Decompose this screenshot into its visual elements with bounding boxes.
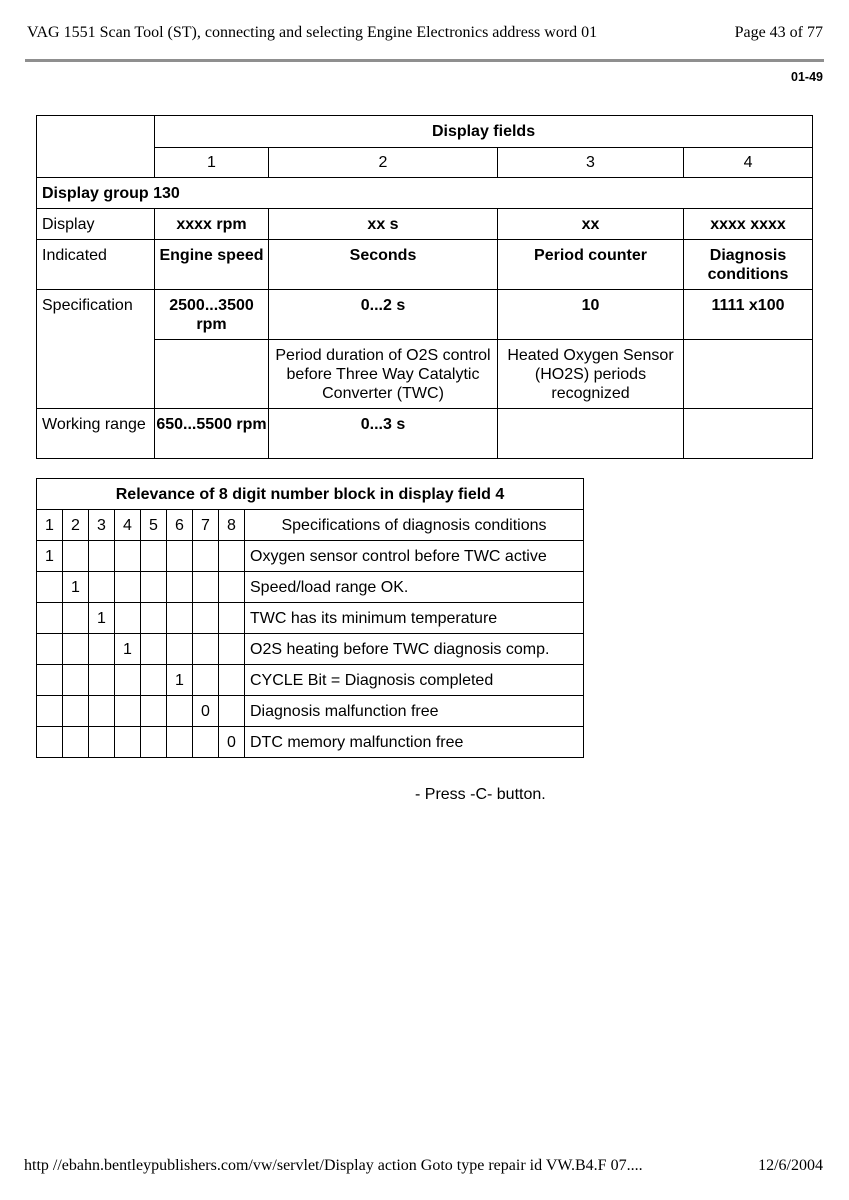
bit-cell bbox=[141, 665, 167, 696]
bit-cell: 1 bbox=[115, 634, 141, 665]
relevance-title: Relevance of 8 digit number block in display field 4 bbox=[37, 479, 584, 510]
display-cell: xxxx xxxx bbox=[684, 209, 813, 240]
bit-cell bbox=[37, 572, 63, 603]
indicated-cell: Diagnosis conditions bbox=[684, 240, 813, 290]
bit-cell bbox=[219, 696, 245, 727]
bit-cell bbox=[193, 665, 219, 696]
row-label-specification: Specification bbox=[37, 290, 155, 409]
bit-cell bbox=[89, 696, 115, 727]
working-range-cell bbox=[498, 409, 684, 459]
condition-text: Oxygen sensor control before TWC active bbox=[245, 541, 584, 572]
specification-cell: 2500...3500 rpm bbox=[155, 290, 269, 340]
bit-cell bbox=[193, 572, 219, 603]
bit-cell bbox=[37, 665, 63, 696]
corner-cell bbox=[37, 116, 155, 178]
relevance-row bbox=[37, 696, 584, 727]
bit-cell bbox=[141, 634, 167, 665]
bit-header: 1 bbox=[37, 510, 63, 541]
bit-cell bbox=[219, 541, 245, 572]
display-group-table bbox=[36, 115, 813, 459]
bit-cell bbox=[63, 696, 89, 727]
relevance-row bbox=[37, 727, 584, 758]
bit-header: 4 bbox=[115, 510, 141, 541]
condition-text: O2S heating before TWC diagnosis comp. bbox=[245, 634, 584, 665]
page-code: 01-49 bbox=[791, 70, 823, 84]
press-c-note: - Press -C- button. bbox=[415, 786, 546, 803]
bit-cell bbox=[37, 727, 63, 758]
bit-cell bbox=[193, 727, 219, 758]
bit-cell bbox=[167, 696, 193, 727]
bit-cell bbox=[63, 634, 89, 665]
header-divider bbox=[25, 59, 824, 62]
bit-header: 2 bbox=[63, 510, 89, 541]
specification-note: Period duration of O2S control before Three Way Catalytic Converter (TWC) bbox=[269, 340, 498, 409]
specification-cell: 10 bbox=[498, 290, 684, 340]
relevance-row bbox=[37, 603, 584, 634]
bit-cell bbox=[63, 727, 89, 758]
bit-cell bbox=[37, 696, 63, 727]
working-range-cell: 0...3 s bbox=[269, 409, 498, 459]
specification-note bbox=[155, 340, 269, 409]
relevance-row bbox=[37, 541, 584, 572]
bit-cell bbox=[89, 727, 115, 758]
bit-cell bbox=[89, 541, 115, 572]
bit-cell bbox=[219, 603, 245, 634]
condition-text: CYCLE Bit = Diagnosis completed bbox=[245, 665, 584, 696]
working-range-cell bbox=[684, 409, 813, 459]
bit-header: 7 bbox=[193, 510, 219, 541]
footer-date: 12/6/2004 bbox=[758, 1157, 823, 1174]
bit-header: 8 bbox=[219, 510, 245, 541]
bit-cell: 1 bbox=[89, 603, 115, 634]
column-header: 2 bbox=[269, 148, 498, 178]
bit-cell bbox=[141, 603, 167, 634]
bit-cell bbox=[219, 572, 245, 603]
bit-cell: 0 bbox=[219, 727, 245, 758]
bit-cell: 1 bbox=[63, 572, 89, 603]
bit-cell bbox=[167, 727, 193, 758]
specification-cell: 0...2 s bbox=[269, 290, 498, 340]
bit-cell bbox=[115, 541, 141, 572]
row-label-display: Display bbox=[37, 209, 155, 240]
bit-cell bbox=[141, 696, 167, 727]
bit-cell bbox=[89, 572, 115, 603]
bit-cell bbox=[193, 541, 219, 572]
display-group-label: Display group 130 bbox=[37, 178, 813, 209]
bit-cell bbox=[219, 634, 245, 665]
bit-cell bbox=[115, 572, 141, 603]
bit-cell bbox=[115, 696, 141, 727]
working-range-cell: 650...5500 rpm bbox=[155, 409, 269, 459]
column-header: 4 bbox=[684, 148, 813, 178]
bit-cell: 0 bbox=[193, 696, 219, 727]
bit-cell bbox=[141, 572, 167, 603]
bit-cell bbox=[219, 665, 245, 696]
specification-cell: 1111 x100 bbox=[684, 290, 813, 340]
column-header: 1 bbox=[155, 148, 269, 178]
bit-cell bbox=[63, 603, 89, 634]
bit-cell: 1 bbox=[37, 541, 63, 572]
column-header: 3 bbox=[498, 148, 684, 178]
display-cell: xxxx rpm bbox=[155, 209, 269, 240]
bit-cell bbox=[193, 634, 219, 665]
specification-note bbox=[684, 340, 813, 409]
bit-cell bbox=[141, 541, 167, 572]
bit-cell bbox=[89, 665, 115, 696]
document-title: VAG 1551 Scan Tool (ST), connecting and selecting Engine Electronics address word 01 bbox=[27, 24, 598, 41]
spec-header: Specifications of diagnosis conditions bbox=[245, 510, 584, 541]
specification-note: Heated Oxygen Sensor (HO2S) periods recognized bbox=[498, 340, 684, 409]
page-number: Page 43 of 77 bbox=[734, 24, 823, 41]
relevance-row bbox=[37, 572, 584, 603]
display-cell: xx s bbox=[269, 209, 498, 240]
bit-header: 5 bbox=[141, 510, 167, 541]
bit-cell bbox=[167, 634, 193, 665]
bit-cell bbox=[63, 665, 89, 696]
bit-cell bbox=[115, 727, 141, 758]
bit-header: 3 bbox=[89, 510, 115, 541]
bit-cell bbox=[89, 634, 115, 665]
row-label-indicated: Indicated bbox=[37, 240, 155, 290]
bit-cell bbox=[167, 603, 193, 634]
display-cell: xx bbox=[498, 209, 684, 240]
bit-cell bbox=[115, 603, 141, 634]
row-label-working-range: Working range bbox=[37, 409, 155, 459]
bit-cell bbox=[37, 634, 63, 665]
footer-url: http //ebahn.bentleypublishers.com/vw/servlet/Display action Goto type repair id VW.B4.F 07.... bbox=[24, 1157, 643, 1174]
bit-cell bbox=[141, 727, 167, 758]
bit-cell: 1 bbox=[167, 665, 193, 696]
display-fields-heading: Display fields bbox=[155, 116, 813, 148]
relevance-table bbox=[36, 478, 584, 758]
relevance-row bbox=[37, 634, 584, 665]
relevance-row bbox=[37, 665, 584, 696]
indicated-cell: Period counter bbox=[498, 240, 684, 290]
bit-cell bbox=[167, 572, 193, 603]
bit-cell bbox=[63, 541, 89, 572]
indicated-cell: Seconds bbox=[269, 240, 498, 290]
bit-cell bbox=[115, 665, 141, 696]
condition-text: DTC memory malfunction free bbox=[245, 727, 584, 758]
indicated-cell: Engine speed bbox=[155, 240, 269, 290]
condition-text: Speed/load range OK. bbox=[245, 572, 584, 603]
condition-text: TWC has its minimum temperature bbox=[245, 603, 584, 634]
bit-cell bbox=[193, 603, 219, 634]
bit-cell bbox=[167, 541, 193, 572]
condition-text: Diagnosis malfunction free bbox=[245, 696, 584, 727]
bit-cell bbox=[37, 603, 63, 634]
bit-header: 6 bbox=[167, 510, 193, 541]
